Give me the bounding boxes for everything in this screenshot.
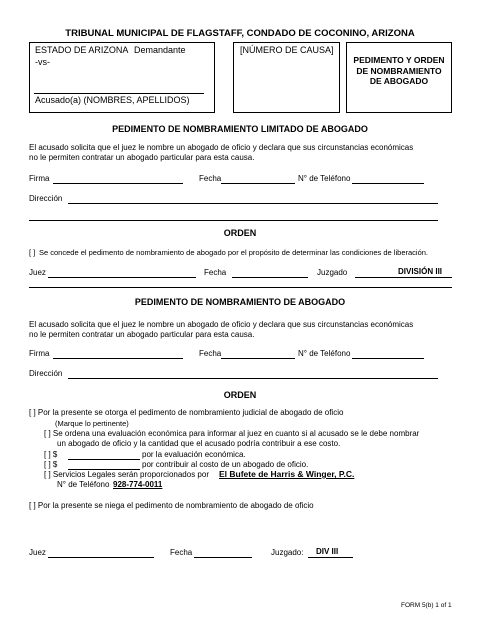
firma-label-2: Firma [29,349,50,358]
section-divider [29,287,452,288]
telefono-label-2: N° de Teléfono [298,349,351,358]
section1-body-line1: El acusado solicita que el juez le nombre un abogado de oficio y declara que sus circunstancias económicas [29,143,414,152]
division-value-1: DIVISIÓN III [398,267,443,276]
telefono-label-1: N° de Teléfono [298,174,351,183]
juez-line-1[interactable] [48,277,196,278]
telefono-line-1[interactable] [352,183,424,184]
case-number-label: [NÚMERO DE CAUSA] [240,45,334,55]
order1-checkbox[interactable]: [ ] [29,248,36,257]
order2-sub1-line1[interactable]: [ ] Se ordena una evaluación económica para informar al juez en cuanto si al acusado se le debe nombrar [44,429,420,438]
order1-grant-text: Se concede el pedimento de nombramiento de abogado por el propósito de determinar las condiciones de liberación. [39,248,429,257]
direccion-label-2: Dirección [29,369,63,378]
juez-label-2: Juez [29,548,46,557]
direccion-label-1: Dirección [29,194,63,203]
juzgado-line-1 [355,277,452,278]
section1-heading: PEDIMENTO DE NOMBRAMIENTO LIMITADO DE ABOGADO [112,124,368,134]
fecha-order-label-1: Fecha [204,268,227,277]
fecha-label-1: Fecha [199,174,222,183]
state-label: ESTADO DE ARIZONA [35,45,129,55]
fecha-order-line-2[interactable] [194,557,252,558]
section2-body-line1: El acusado solicita que el juez le nombre un abogado de oficio y declara que sus circunstancias económicas [29,320,414,329]
division-value-2: DIV III [316,547,339,556]
direccion-line-1b[interactable] [29,220,438,221]
juez-label-1: Juez [29,268,46,277]
fecha-order-line-1[interactable] [232,277,308,278]
order2-item1[interactable]: [ ] Por la presente se otorga el pedimento de nombramiento judicial de abogado de oficio [29,408,344,417]
firm-phone-value: 928-774-0011 [113,480,163,489]
fecha-line-2[interactable] [221,358,295,359]
order2-sub3-text: por contribuir al costo de un abogado de oficio. [142,460,309,469]
order2-sub1-line2: un abogado de oficio y la cantidad que el acusado podría contribuir a ese costo. [57,439,341,448]
order2-sub3-prefix[interactable]: [ ] $ [44,460,58,469]
evaluation-amount-line[interactable] [68,459,140,460]
direccion-line-1a[interactable] [68,203,438,204]
defendant-name-line[interactable] [34,93,204,94]
plaintiff-label: Demandante [134,45,186,55]
section2-heading: PEDIMENTO DE NOMBRAMIENTO DE ABOGADO [134,297,346,307]
versus-label: -vs- [35,57,50,67]
fecha-label-2: Fecha [199,349,222,358]
juzgado-label-2: Juzgado: [271,548,304,557]
doc-title: PEDIMENTO Y ORDEN DE NOMBRAMIENTO DE ABOGADO [353,55,445,86]
fecha-line-1[interactable] [221,183,295,184]
order2-sub4-text[interactable]: [ ] Servicios Legales serán proporcionados por [44,470,209,479]
order1-heading: ORDEN [223,228,257,238]
firma-line-2[interactable] [53,358,183,359]
telefono-line-2[interactable] [352,358,424,359]
fecha-order-label-2: Fecha [170,548,193,557]
order2-deny-text[interactable]: [ ] Por la presente se niega el pedimento de nombramiento de abogado de oficio [29,501,314,510]
legal-firm-name: El Bufete de Harris & Winger, P.C. [219,469,355,479]
court-title: TRIBUNAL MUNICIPAL DE FLAGSTAFF, CONDADO DE COCONINO, ARIZONA [65,28,415,39]
firma-label-1: Firma [29,174,50,183]
section1-body-line2: no le permiten contratar un abogado particular para esta causa. [29,153,255,162]
defendant-label: Acusado(a) (NOMBRES, APELLIDOS) [35,95,190,105]
juez-line-2[interactable] [48,557,154,558]
order2-heading: ORDEN [223,390,257,400]
firma-line-1[interactable] [53,183,183,184]
direccion-line-2[interactable] [68,378,438,379]
order2-sub2-text: por la evaluación económica. [142,450,246,459]
firm-phone-label: N° de Teléfono [57,480,110,489]
juzgado-line-2 [308,557,353,558]
order2-sub2-prefix[interactable]: [ ] $ [44,450,58,459]
order2-item1-note: (Marque lo pertinente) [55,419,129,428]
section2-body-line2: no le permiten contratar un abogado particular para esta causa. [29,330,255,339]
form-id: FORM 5(b) 1 of 1 [401,602,452,609]
juzgado-label-1: Juzgado [317,268,348,277]
